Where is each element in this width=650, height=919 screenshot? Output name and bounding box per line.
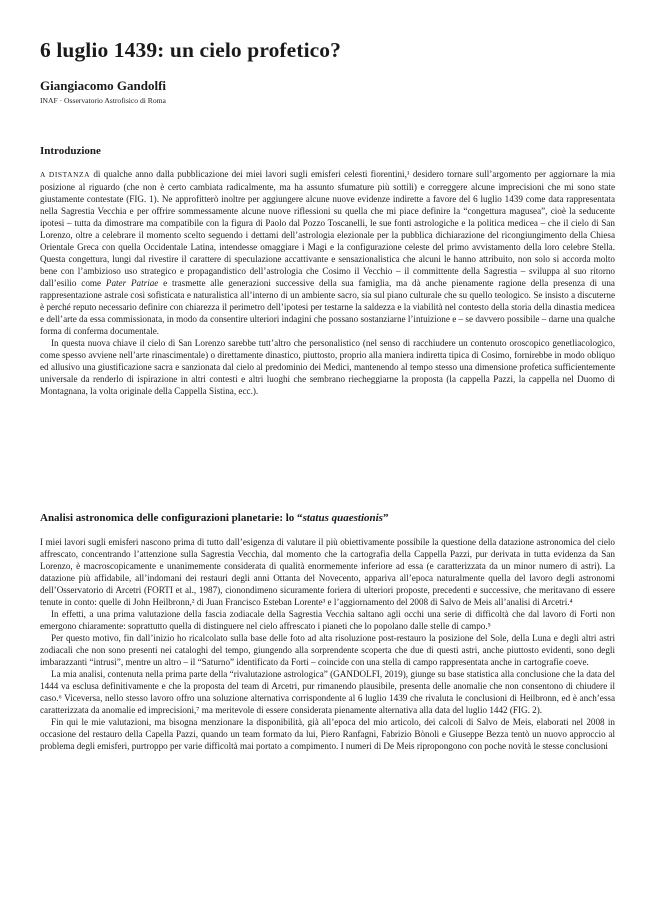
paragraph: Fin qui le mie valutazioni, ma bisogna menzionare la disponibilità, già all’epoca del mio articolo, dei calcoli di Salvo de Meis, elaborati nel 2008 in occasione del restauro della Capella Pazzi, quando un team formato da lui, Piero Ranfagni, Fabrizio Bònoli e Giuseppe Bezza tentò un nuovo approccio al problema degli emisferi, purtroppo per varie difficoltà mai portato a compimento. I numeri di De Meis ripropongono con poche novità le stesse conclusioni [40, 717, 615, 751]
paragraph: In effetti, a una prima valutazione della fascia zodiacale della Sagrestia Vecchia saltano agli occhi una serie di difficoltà che dal lavoro di Forti non emergono chiaramente: soprattutto quella di distinguere nel cielo affrescato i pianeti che lo popolano dalle stelle di campo.⁵ [40, 609, 615, 631]
author-name: Giangiacomo Gandolfi [40, 78, 167, 93]
heading-text: Analisi astronomica delle configurazioni planetarie: lo “ [40, 512, 303, 524]
section-body-introduzione [40, 168, 615, 397]
paragraph-text: e trasmette alle generazioni successive della sua famiglia, ma dà anche pienamente ragione della presenza di una rappresentazione astrale così sofisticata e naturalistica all’interno di un ambiente sacro, sia sul piano culturale che su quello teologico. Se insisto a discuterne è perché reputo necessario definire con chiarezza il perimetro dell’ipotesi per testarne la saldezza e la viabilità nel contesto della storia della dinastia medicea e dell’arte da essa commissionata, in modo da consentire ulteriori indagini che possano sostanziarne l’intuizione e – se davvero possibile – darne una qualche forma di conferma documentale. [40, 278, 615, 336]
section-heading-analisi [40, 512, 388, 524]
heading-text: ” [382, 512, 389, 524]
article-title: 6 luglio 1439: un cielo profetico? [40, 38, 341, 62]
section-heading-introduzione: Introduzione [40, 145, 101, 157]
paragraph: I miei lavori sugli emisferi nascono prima di tutto dall’esigenza di valutare il più obiettivamente possibile la questione della datazione astronomica del cielo affrescato, concentrando l’attenzione sulla Sagrestia Vecchia, dal momento che la cartografia della Cappella Pazzi, pur derivata in tutta evidenza da San Lorenzo, è macroscopicamente e unanimemente considerata di qualità enormemente inferiore ad essa (e caratterizzata da un minor numero di astri). La datazione più affidabile, all’indomani dei restauri degli anni Ottanta del Novecento, appariva all’epoca naturalmente quella del lavoro degli astronomi dell’Osservatorio di Arcetri (FORTI et al., 1987), cionondimeno sicuramente foriera di ulteriori proposte, precedenti e successive, che meritavano di essere tenute in conto: quelle di John Heilbronn,² di Juan Francisco Esteban Lorente³ e l’aggiornamento del 2008 di Salvo de Meis all’analisi di Arcetri.⁴ [40, 537, 615, 607]
paragraph [40, 168, 615, 337]
italic-term: Pater Patriae [105, 278, 159, 288]
drop-cap-text: A DISTANZA [40, 170, 91, 179]
paragraph: In questa nuova chiave il cielo di San Lorenzo sarebbe tutt’altro che personalistico (nel senso di racchiudere un contenuto oroscopico genetliacologico, come spesso avviene nell’arte rinascimentale) o direttamente dinastico, piuttosto, proprio alla maniera indiretta tipica di Cosimo, fornirebbe in modo obliquo ed allusivo una giustificazione sacra e sanzionata dal cielo al predominio dei Medici, mantenendo al tempo stesso una dimensione profetica sufficientemente universale da renderlo di ispirazione in altri contesti e altri luoghi che sembrano riecheggiarne la proposta (la cappella Pazzi, la cappella nel Duomo di Montagnana, la volta originale della Cappella Sistina, ecc.). [40, 338, 615, 396]
paragraph: La mia analisi, contenuta nella prima parte della “rivalutazione astrologica” (GANDOLFI, 2019), giunge su base statistica alla conclusione che la data del 1444 va esclusa definitivamente e che la proposta del team di Arcetri, pur rimanendo plausibile, presenta delle anomalie che non consentono di chiudere il caso.⁶ Viceversa, nello stesso lavoro offro una soluzione alternativa corrispondente al 6 luglio 1439 che rivaluta le conclusioni di Heilbronn, ed è anch’essa caratterizzata da anomalie ed imprecisioni,⁷ ma meritevole di essere considerata pienamente alternativa alla data del luglio 1442 (FIG. 2). [40, 669, 615, 715]
heading-italic: status quaestionis [302, 512, 383, 524]
author-affiliation: INAF · Osservatorio Astrofisico di Roma [40, 96, 166, 105]
paragraph: Per questo motivo, fin dall’inizio ho ricalcolato sulla base delle foto ad alta risoluzione post-restauro la posizione del Sole, della Luna e degli altri astri zodiacali che non sono presenti nei cataloghi del tempo, giungendo alla sorprendente scoperta che due di questi astri, anche piuttosto evidenti, sono degli imbarazzanti “intrusi”, mentre un altro – il “Saturno” identificato da Forti – coincide con una stella di campo rappresentata anche in cartografie coeve. [40, 633, 615, 667]
section-body-analisi [40, 536, 615, 752]
paragraph-text: di qualche anno dalla pubblicazione dei miei lavori sugli emisferi celesti fiorentini,¹ desidero tornare sull’argomento per aggiornare la mia posizione al riguardo (che non è certo cambiata radicalmente, ma ha assunto sfumature più sottili) e correggere alcune imprecisioni che mi sono state giustamente contestate (FIG. 1). Ne approfitterò inoltre per aggiungere alcune nuove evidenze indirette a favore del 6 luglio 1439 come data rappresentata nella Sagrestia Vecchia e per offrire sommessamente alcune nuove riflessioni su quella che mi piace definire la “congettura magusea”, cioè la seducente ipotesi – tutta da dimostrare ma compatibile con la figura di Paolo dal Pozzo Toscanelli, le sue fonti astrologiche e la politica medicea – che il cielo di San Lorenzo, oltre a celebrare il momento scelto seguendo i dettami dell’astrologia elezionale per la pubblica dichiarazione del ricongiungimento della Chiesa Orientale Greca con quella Occidentale Latina, intendesse omaggiare i Magi e la configurazione celeste del primo avvistamento della loro celebre Stella. Questa congettura, lungi dal rivestire il carattere di speculazione accattivante e sensazionalistica che alcuni le hanno attribuito, non solo si accorda molto bene con l’ambizioso uso strategico e propagandistico dell’astrologia che Cosimo il Vecchio – il committente della Sagrestia – sviluppa al suo ritorno dall’esilio come [40, 169, 615, 288]
